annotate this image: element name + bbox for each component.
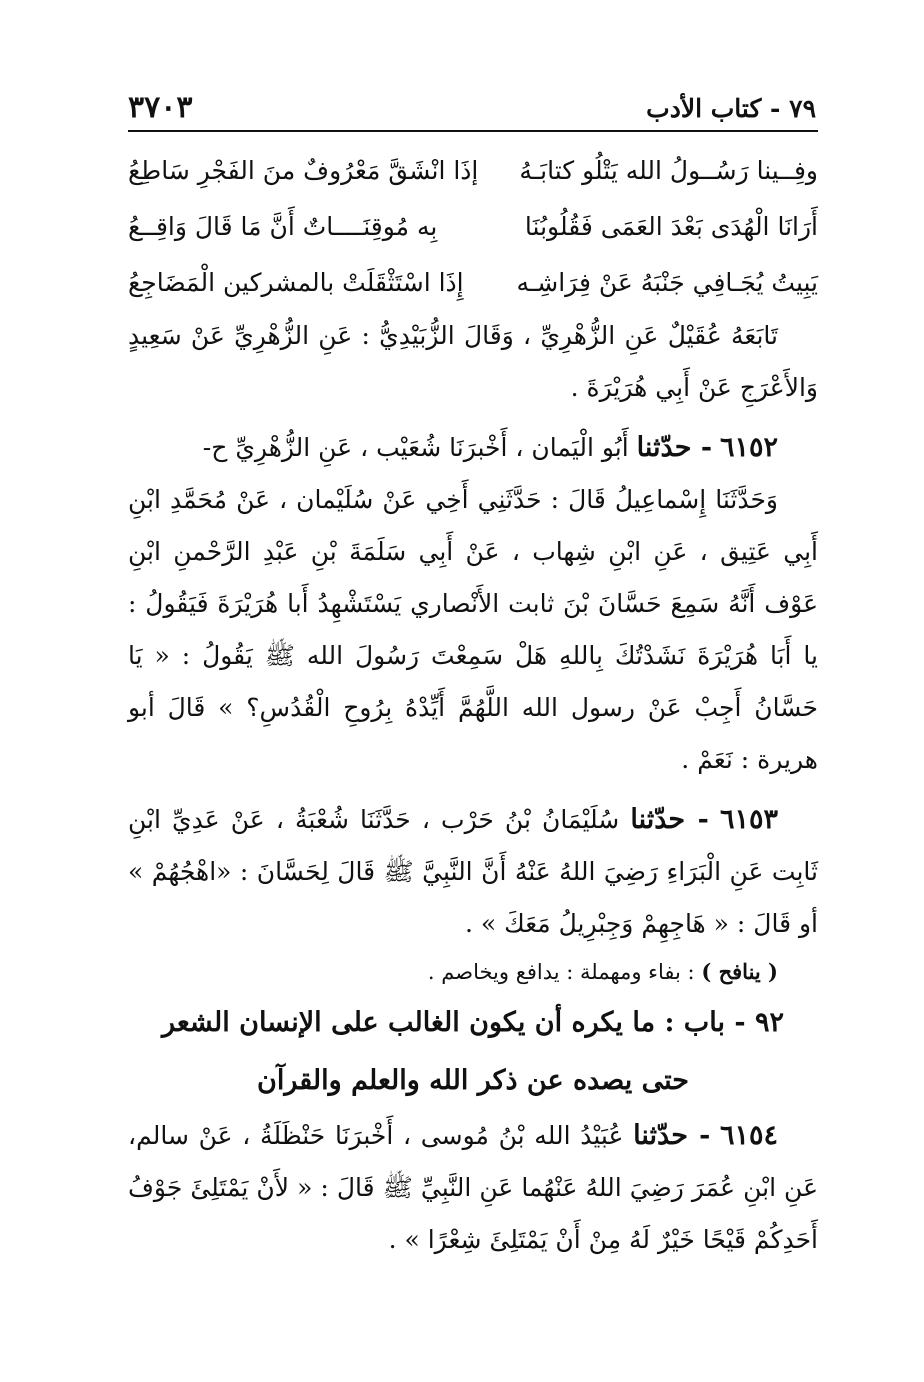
verse — [128, 142, 818, 198]
verse-second-half: إذَا انْشَقَّ مَعْرُوفٌ منَ الفَجْرِ سَاطِعُ — [128, 155, 479, 185]
hadith-number: ٦١٥٣ — [719, 804, 778, 835]
hadith-chain: أَبُو الْيَمان ، أَخْبرَنَا شُعَيْب ، عَنِ الزُّهْرِيِّ ح- — [202, 433, 629, 462]
page-header — [128, 88, 818, 132]
tabaahu-paragraph: تَابَعَهُ عُقَيْلٌ عَنِ الزُّهْرِيِّ ، وَقَالَ الزُّبَيْدِيُّ : عَنِ الزُّهْرِيِّ عَنْ سَعِيدٍ وَالأَعْرَجِ عَنْ أَبِي هُرَيْرَةَ . — [128, 321, 818, 402]
bab-heading-line-2: حتى يصده عن ذكر الله والعلم والقرآن — [257, 1065, 689, 1096]
footnote-term: ( ينافح ) — [701, 959, 778, 984]
chapter-title: ٧٩ - كتاب الأدب — [646, 94, 816, 123]
hadith-6152-body: وَحَدَّثَنَا إِسْماعِيلُ قَالَ : حَدَّثَنِي أَخِي عَنْ سُلَيْمان ، عَنْ مُحَمَّدِ ابْنِ أَبِي عَتِيق ، عَنِ ابْنِ شِهاب ، عَنْ أَبِي سَلَمَةَ بْنِ عَبْدِ الرَّحْمنِ ابْنِ عَوْف أَنَّهُ سَمِعَ حَسَّانَ بْنَ ثابت الأَنْصاري يَسْتَشْهِدُ أَبا هُرَيْرَةَ فَيَقُولُ : يا أَبَا هُرَيْرَةَ نَشَدْتُكَ بِاللهِ هَلْ سَمِعْتَ رَسُولَ الله ﷺ يَقُولُ : « يَا حَسَّانُ أَجِبْ عَنْ رسول الله اللَّهُمَّ أَيِّدْهُ بِرُوحِ الْقُدُسِ؟ » قَالَ أبو هريرة : نَعَمْ . — [128, 485, 818, 774]
verse-first-half: يَبِيتُ يُجَـافِي جَنْبَهُ عَنْ فِرَاشِـه — [516, 267, 818, 297]
page-number: ٣٧٠٣ — [128, 90, 193, 125]
hadith-6154 — [128, 1110, 818, 1266]
poem — [128, 142, 818, 310]
hadith-body: سُلَيْمَانُ بْنُ حَرْب ، حَدَّثَنَا شُعْبَةُ ، عَنْ عَدِيِّ ابْنِ ثَابِت عَنِ الْبَرَاءِ رَضِيَ اللهُ عَنْهُ أَنَّ النَّبِيَّ ﷺ قَالَ لِحَسَّانَ : «اهْجُهُمْ » أو قَالَ : « هَاجِهِمْ وَجِبْرِيلُ مَعَكَ » . — [128, 805, 818, 938]
book-page — [128, 88, 818, 1308]
verse-first-half: أَرَانَا الْهُدَى بَعْدَ العَمَى فَقُلُوبُنَا — [524, 211, 818, 241]
hadith-body: عُبَيْدُ الله بْنُ مُوسى ، أَخْبرَنَا حَنْظَلَةُ ، عَنْ سالم، عَنِ ابْنِ عُمَرَ رَضِيَ اللهُ عَنْهُما عَنِ النَّبِيِّ ﷺ قَالَ : « لأَنْ يَمْتَلِئَ جَوْفُ أَحَدِكُمْ قَيْحًا خَيْرٌ لَهُ مِنْ أَنْ يَمْتَلِئَ شِعْرًا » . — [128, 1121, 818, 1254]
footnote-text: : بفاء ومهملة : يدافع ويخاصم . — [427, 960, 695, 984]
verse — [128, 198, 818, 254]
verse — [128, 254, 818, 310]
hadith-lead: - حدّثنا — [636, 432, 713, 463]
hadith-lead: - حدّثنا — [630, 804, 709, 835]
verse-first-half: وفِــينا رَسُــولُ الله يَتْلُو كتابَـهُ — [519, 155, 818, 185]
bab-heading-line-1: ٩٢ - باب : ما يكره أن يكون الغالب على الإنسان الشعر — [161, 1007, 784, 1038]
footnote — [128, 950, 818, 994]
hadith-number: ٦١٥٤ — [720, 1120, 779, 1151]
hadith-lead: - حدّثنا — [633, 1120, 711, 1151]
verse-second-half: إِذَا اسْتَثْقَلَتْ بالمشركين الْمَضَاجِعُ — [128, 267, 464, 297]
hadith-6152-heading — [128, 422, 818, 474]
hadith-6153 — [128, 794, 818, 950]
verse-second-half: بِه مُوقِنَــــاتٌ أَنَّ مَا قَالَ وَاقِــعُ — [128, 211, 438, 241]
hadith-number: ٦١٥٢ — [719, 432, 778, 463]
